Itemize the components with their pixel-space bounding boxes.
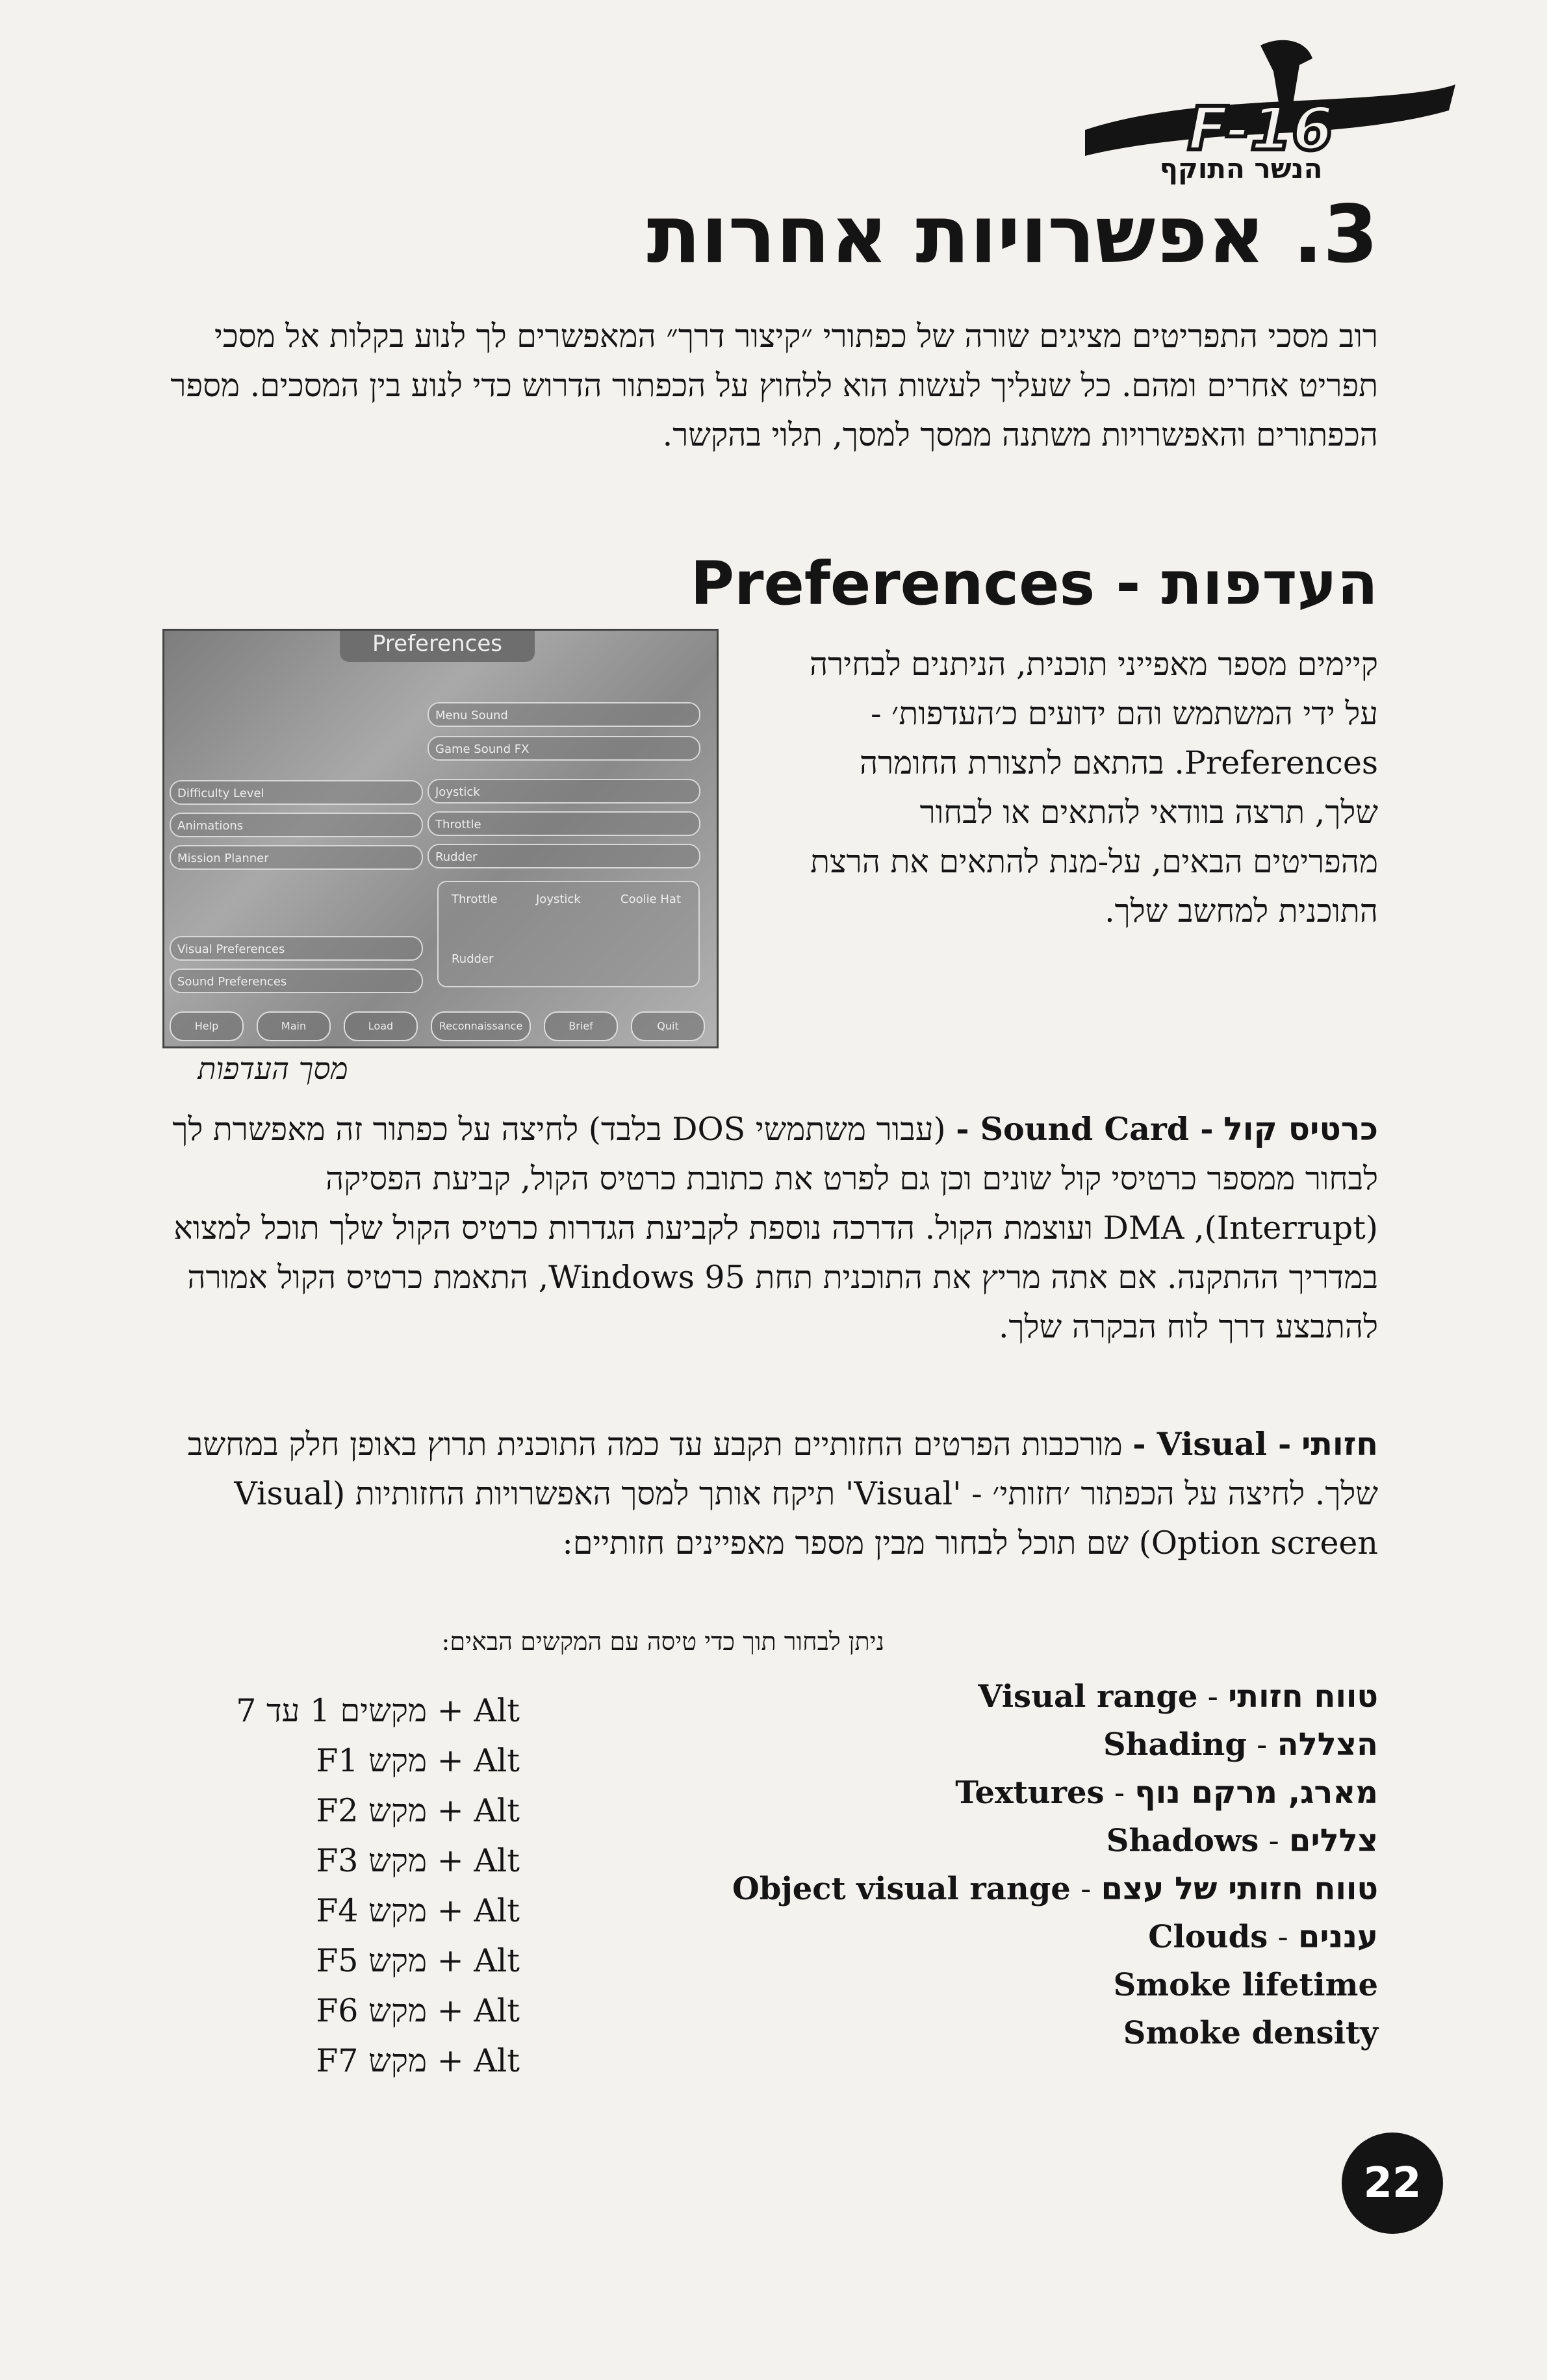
- visual-paragraph: [157, 1419, 1378, 1568]
- fig-row-joystick: Joystick: [428, 779, 700, 804]
- fig-label-rudder: Rudder: [452, 952, 494, 966]
- fig-row-throttle: Throttle: [428, 811, 700, 836]
- fig-row-difficulty: Difficulty Level: [170, 780, 423, 805]
- keys-list: [156, 1686, 520, 2086]
- option-en: Shading: [1103, 1727, 1247, 1763]
- fig-label-joystick: Joystick: [536, 892, 581, 906]
- preferences-paragraph: קיימים מספר מאפייני תוכנית, הניתנים לבחירה על ידי המשתמש והם ידועים כ׳העדפות׳ - Preferences. בהתאם לתצורת החומרה שלך, תרצה בוודאי להתאים או לבחור מהפריטים הבאים, על-מנת להתאים את הרצת התוכנית למחשב שלך.: [810, 646, 1378, 930]
- option-en: Clouds: [1148, 1919, 1268, 1955]
- key-item: Alt + מקש F5: [316, 1942, 520, 1979]
- screenshot-title: Preferences: [340, 631, 535, 662]
- key-item: Alt + מקש F6: [316, 1992, 520, 2029]
- fig-row-mission-planner: Mission Planner: [170, 845, 423, 870]
- option-shading: הצללה - Shading: [1103, 1727, 1378, 1763]
- fig-quit-button: Quit: [631, 1011, 705, 1041]
- visual-options-list: [663, 1673, 1378, 2057]
- preferences-heading: העדפות - Preferences: [690, 549, 1378, 618]
- fig-row-rudder: Rudder: [428, 844, 700, 868]
- option-visual-range: טווח חזותי - Visual range: [978, 1678, 1378, 1715]
- sound-card-label-en: - Sound Card -: [956, 1110, 1214, 1148]
- fig-row-animations: Animations: [170, 813, 423, 837]
- option-en: Smoke lifetime: [1113, 1967, 1378, 2003]
- visual-text: מורכבות הפרטים החזותיים תקבע עד כמה התוכנית תרוץ באופן חלק במחשב שלך. לחיצה על הכפתור ׳חזותי׳ - 'Visual' תיקח אותך למסך האפשרויות החזותיות (Visual Option screen) שם תוכל לבחור מבין מספר מאפיינים חזותיים:: [187, 1426, 1378, 1562]
- preferences-screenshot: [162, 629, 719, 1048]
- option-clouds: עננים - Clouds: [1148, 1919, 1378, 1955]
- option-object-visual-range: טווח חזותי של עצם - Object visual range: [732, 1871, 1378, 1907]
- option-shadows: צללים - Shadows: [1106, 1823, 1378, 1859]
- option-he: עננים: [1298, 1919, 1378, 1955]
- fig-recon-button: Reconnaissance: [431, 1011, 531, 1041]
- key-item: Alt + מקש F7: [316, 2042, 520, 2079]
- sound-card-label: כרטיס קול: [1223, 1111, 1378, 1148]
- option-smoke-lifetime: [663, 1961, 1378, 2009]
- fig-sound-preferences: Sound Preferences: [170, 968, 423, 993]
- sound-card-text: (עבור משתמשי DOS בלבד) לחיצה על כפתור זה מאפשרת לך לבחור ממספר כרטיסי קול שונים וכן גם לפרט את כתובת כרטיס הקול, קביעת הפסיקה (Interrupt), DMA ועוצמת הקול. הדרכה נוספת לקביעת הגדרות כרטיס הקול שלך תוכל למצוא במדריך ההתקנה. אם אתה מריץ את התוכנית תחת Windows 95, התאמת כרטיס הקול אמורה להתבצע דרך לוח הבקרה שלך.: [172, 1111, 1378, 1345]
- fig-row-game-sound: Game Sound FX: [428, 736, 700, 761]
- fig-row-menu-sound: Menu Sound: [428, 702, 700, 727]
- option-en: Visual range: [978, 1678, 1198, 1715]
- fig-brief-button: Brief: [544, 1011, 618, 1041]
- option-en: Object visual range: [732, 1871, 1071, 1907]
- key-item: Alt + מקש F4: [316, 1892, 520, 1929]
- option-he: הצללה: [1277, 1727, 1378, 1763]
- intro-paragraph: רוב מסכי התפריטים מציגים שורה של כפתורי ״קיצור דרך״ המאפשרים לך לנוע בקלות אל מסכי תפריט אחרים ומהם. כל שעליך לעשות הוא ללחוץ על הכפתור הדרוש כדי לנוע בין המסכים. מספר הכפתורים והאפשרויות משתנה ממסך למסך, תלוי בהקשר.: [170, 318, 1378, 453]
- option-textures: מארג, מרקם נוף - Textures: [955, 1775, 1378, 1811]
- visual-label: חזותי: [1301, 1426, 1378, 1463]
- fig-controls-panel: [437, 881, 700, 987]
- option-he: טווח חזותי: [1228, 1678, 1378, 1715]
- page-number: 22: [1342, 2133, 1443, 2234]
- keys-heading: ניתן לבחור תוך כדי טיסה עם המקשים הבאים:: [441, 1627, 884, 1656]
- option-he: טווח חזותי של עצם: [1101, 1871, 1378, 1907]
- key-item: Alt + מקש F3: [316, 1842, 520, 1879]
- fig-main-button: Main: [257, 1011, 331, 1041]
- fig-help-button: Help: [170, 1011, 244, 1041]
- option-smoke-density: [663, 2009, 1378, 2057]
- option-en: Textures: [955, 1775, 1105, 1811]
- page-title: 3. אפשרויות אחרות: [646, 188, 1378, 281]
- logo-wordmark: F-16: [1187, 94, 1334, 164]
- option-he: צללים: [1289, 1823, 1378, 1859]
- fig-visual-preferences: Visual Preferences: [170, 936, 423, 961]
- fig-label-throttle: Throttle: [452, 892, 498, 906]
- figure-caption: מסך העדפות: [198, 1051, 348, 1086]
- logo-subtitle: הנשר התוקף: [1159, 153, 1323, 184]
- sound-card-paragraph: [157, 1104, 1378, 1352]
- visual-label-en: - Visual -: [1132, 1425, 1292, 1463]
- option-en: Smoke density: [1123, 2015, 1378, 2051]
- key-item: Alt + מקש F1: [316, 1742, 520, 1779]
- key-item: Alt + מקשים 1 עד 7: [236, 1692, 520, 1729]
- key-item: Alt + מקש F2: [316, 1792, 520, 1829]
- fig-load-button: Load: [344, 1011, 418, 1041]
- option-en: Shadows: [1106, 1823, 1259, 1859]
- option-he: מארג, מרקם נוף: [1134, 1775, 1378, 1811]
- fig-label-coolie: Coolie Hat: [620, 892, 682, 906]
